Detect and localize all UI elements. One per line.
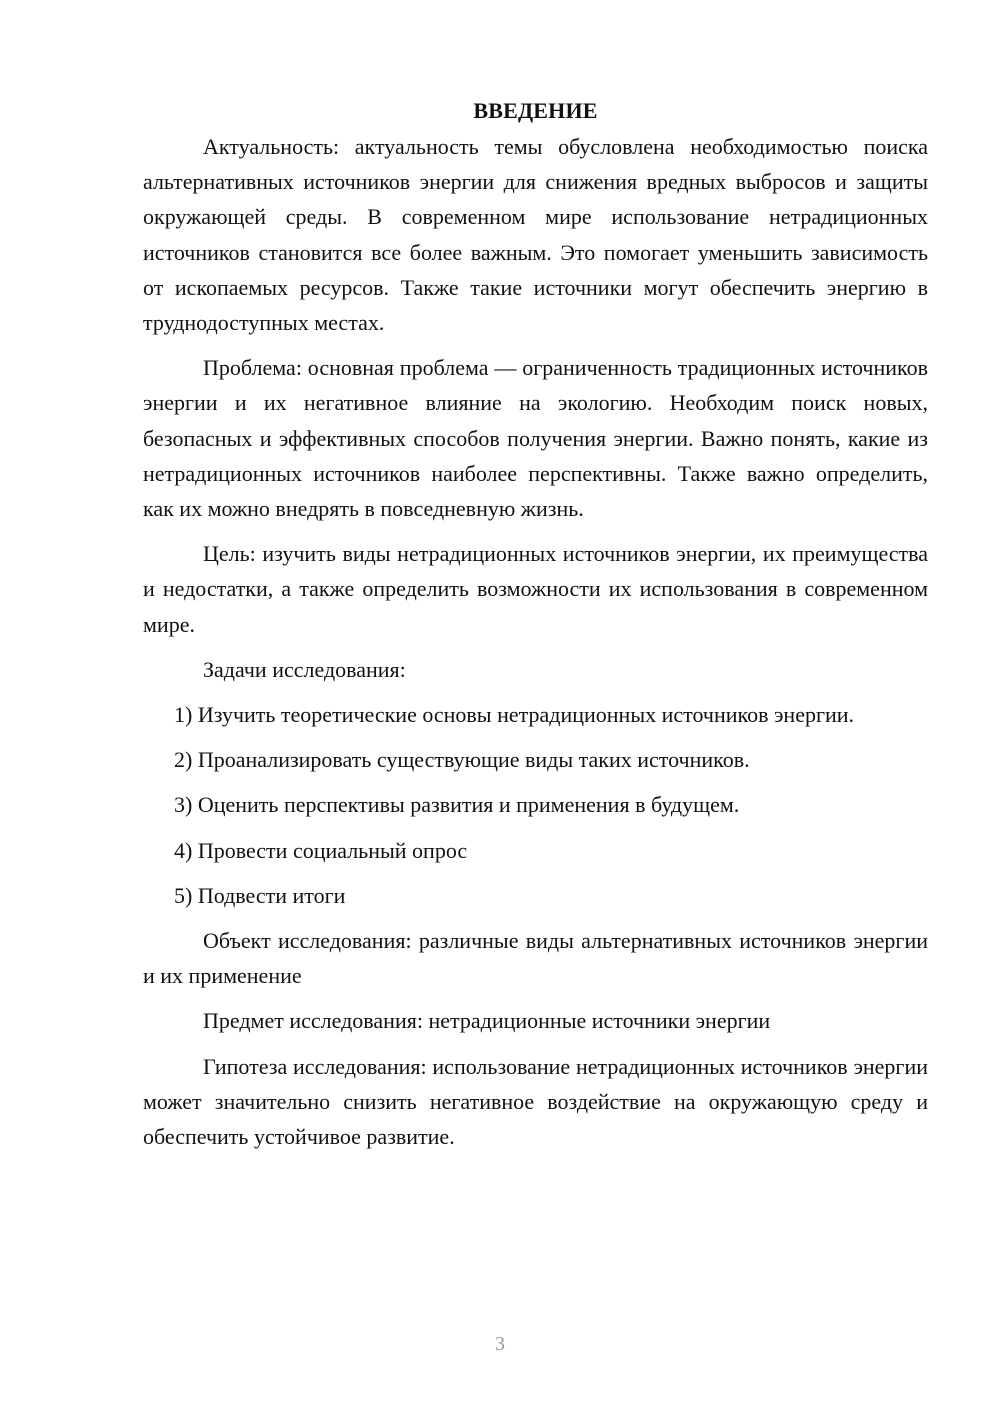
paragraph-subject: Предмет исследования: нетрадиционные источники энергии: [203, 1008, 771, 1034]
list-item: 1) Изучить теоретические основы нетрадиционных источников энергии.: [174, 702, 855, 728]
list-item: 3) Оценить перспективы развития и применения в будущем.: [174, 792, 740, 818]
paragraph-hypothesis: Гипотеза исследования: использование нетрадиционных источников энергии может значительно снизить негативное воздействие на окружающую среду и обеспечить устойчивое развитие.: [143, 1053, 928, 1150]
document-page: [143, 93, 928, 1154]
paragraph-relevance: Актуальность: актуальность темы обусловлена необходимостью поиска альтернативных источников энергии для снижения вредных выбросов и защиты окружающей среды. В современном мире использование нетрадиционных источников становится все более важным. Это помогает уменьшить зависимость от ископаемых ресурсов. Также такие источники могут обеспечить энергию в труднодоступных местах.: [143, 134, 928, 336]
document-title: ВВЕДЕНИЕ: [473, 98, 598, 123]
tasks-heading: Задачи исследования:: [203, 656, 406, 682]
tasks-list: [143, 697, 928, 913]
page-number: 3: [495, 1333, 505, 1355]
list-item: 2) Проанализировать существующие виды таких источников.: [174, 747, 750, 773]
paragraph-goal: Цель: изучить виды нетрадиционных источников энергии, их преимущества и недостатки, а также определить возможности их использования в современном мире.: [143, 541, 928, 637]
paragraph-object: Объект исследования: различные виды альтернативных источников энергии и их применение: [143, 928, 928, 989]
list-item: 4) Провести социальный опрос: [174, 837, 468, 863]
paragraph-problem: Проблема: основная проблема — ограниченность традиционных источников энергии и их негативное влияние на экологию. Необходим поиск новых, безопасных и эффективных способов получения энергии. Важно понять, какие из нетрадиционных источников наиболее перспективны. Также важно определить, как их можно внедрять в повседневную жизнь.: [143, 355, 928, 522]
list-item: 5) Подвести итоги: [174, 882, 346, 908]
